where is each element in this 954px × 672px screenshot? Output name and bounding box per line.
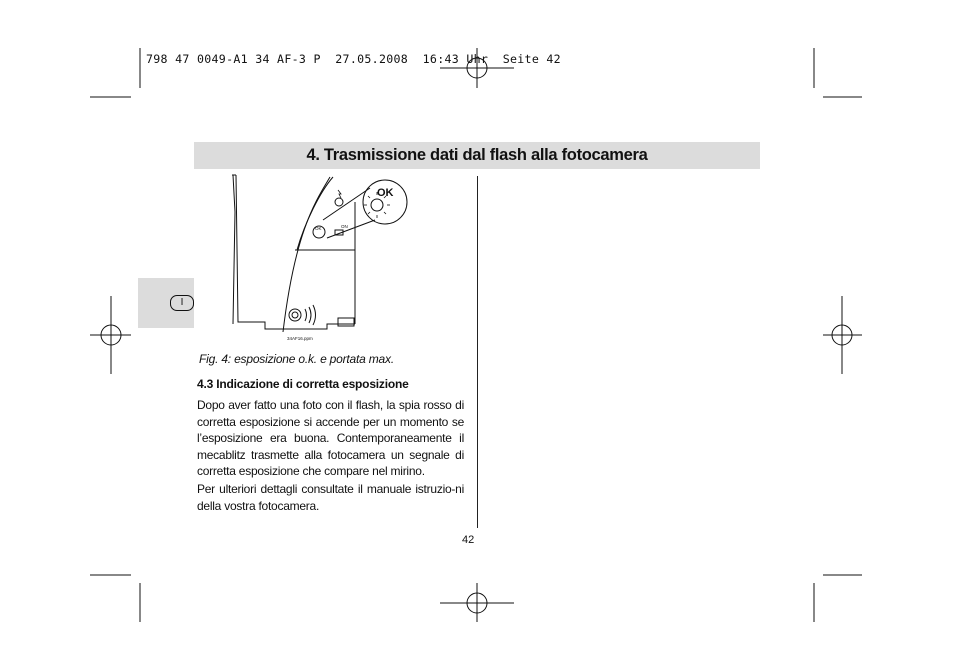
language-badge: I — [170, 295, 194, 311]
registration-target-right — [823, 296, 862, 374]
figure-image-label: 34AF16.ppm — [287, 336, 313, 341]
section-title: 4. Trasmissione dati dal flash alla fotocamera — [306, 146, 648, 164]
figure-caption: Fig. 4: esposizione o.k. e portata max. — [199, 352, 394, 366]
language-tab — [138, 278, 194, 328]
ok-label-large: OK — [377, 187, 394, 199]
column-divider — [477, 176, 478, 528]
subsection-heading: 4.3 Indicazione di corretta esposizione — [197, 377, 409, 391]
print-header: 798 47 0049-A1 34 AF-3 P 27.05.2008 16:43 Uhr Seite 42 — [146, 52, 561, 66]
paragraph-1: Dopo aver fatto una foto con il flash, la spia rosso di corretta esposizione si accende per un momento se l’esposizione era buona. Contemporaneamente il mecablitz trasmette alla fotocamera un segnale di corretta esposizione che compare nel mirino. — [197, 398, 464, 478]
flash-bolt-icon — [338, 190, 341, 198]
registration-target-bottom — [440, 583, 514, 622]
section-title-bar — [194, 142, 760, 169]
registration-target-left — [90, 296, 131, 374]
paragraph-2: Per ulteriori dettagli consultate il manuale istruzio-ni della vostra fotocamera. — [197, 482, 464, 513]
on-label: ON — [341, 224, 348, 229]
flash-illustration — [225, 172, 425, 348]
ok-label-small: OK — [315, 226, 322, 231]
page-number: 42 — [462, 534, 475, 546]
